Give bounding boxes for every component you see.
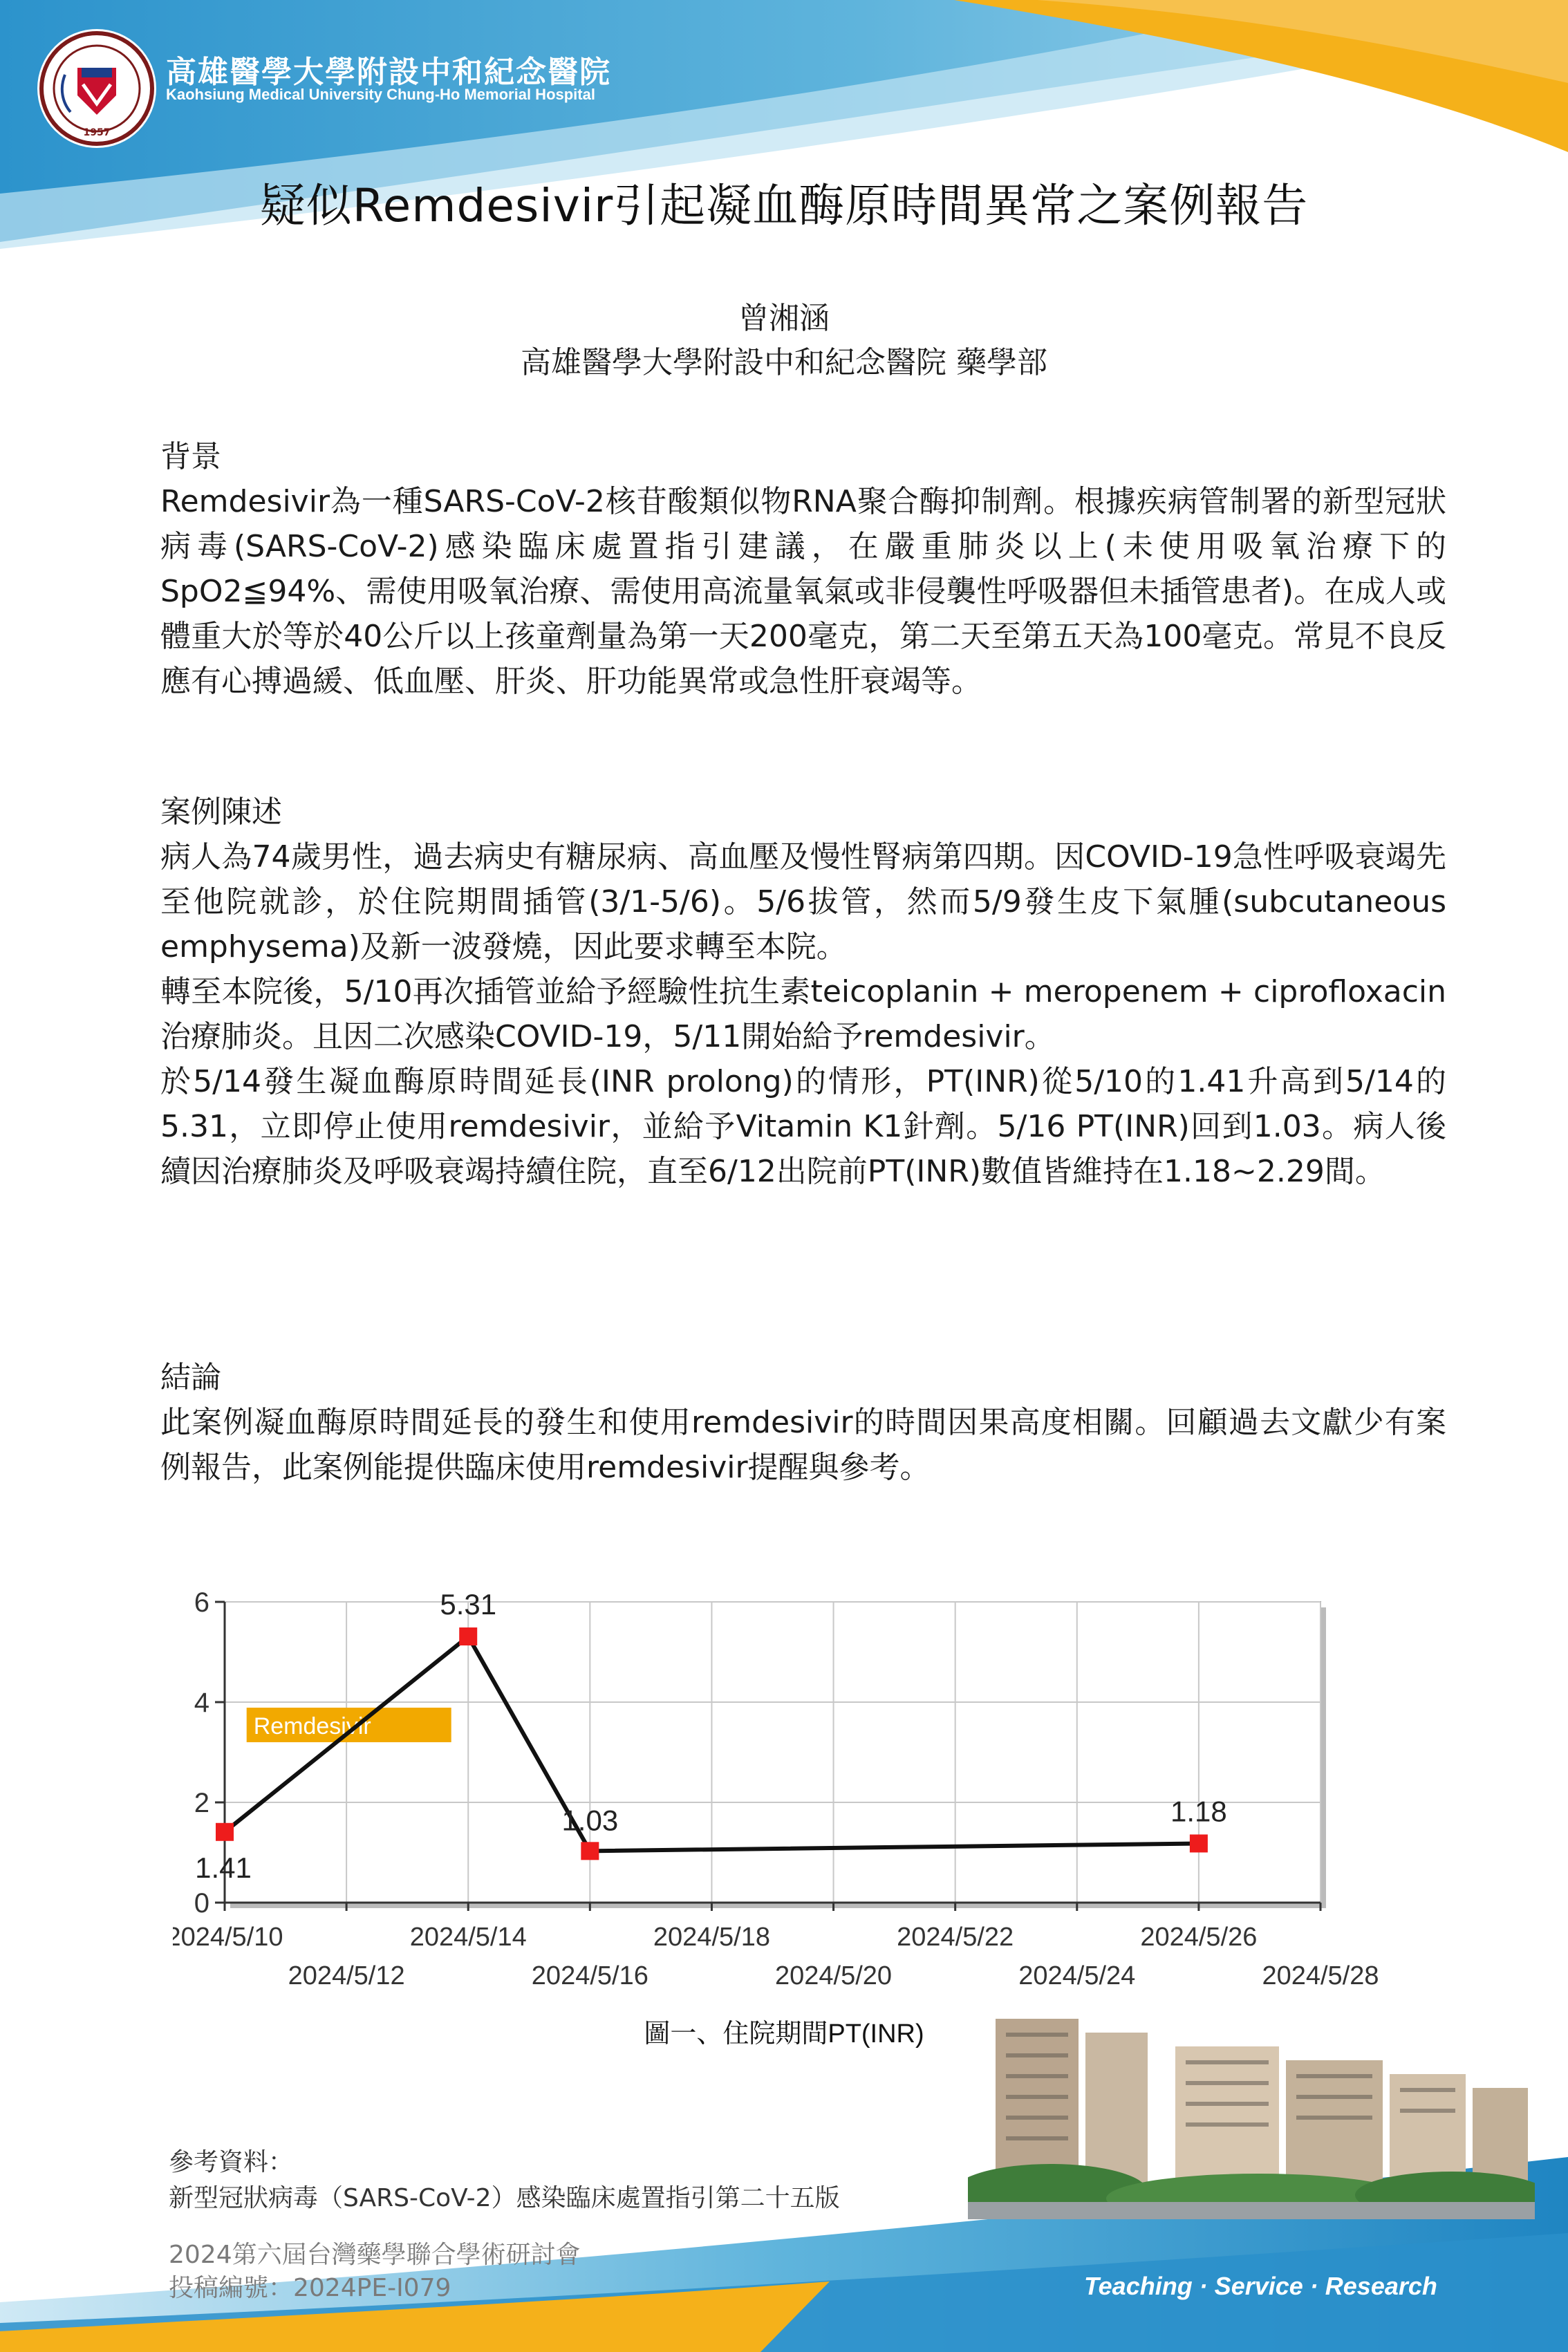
x-tick-label: 2024/5/24 <box>1018 1961 1136 1990</box>
y-tick-label: 2 <box>194 1788 209 1818</box>
x-tick-label: 2024/5/26 <box>1140 1923 1258 1952</box>
x-tick-label: 2024/5/22 <box>897 1923 1014 1952</box>
conference-info <box>169 2239 581 2305</box>
case-section <box>160 790 1446 1194</box>
case-paragraph-2: 轉至本院後，5/10再次插管並給予經驗性抗生素teicoplanin + meropenem + ciprofloxacin治療肺炎。且因二次感染COVID-19，5/11開始給予remdesivir。 <box>160 974 1446 1054</box>
x-tick-label: 2024/5/18 <box>653 1923 770 1952</box>
inr-chart-svg <box>173 1564 1390 2006</box>
data-point <box>216 1823 234 1841</box>
case-paragraph-1: 病人為74歲男性，過去病史有糖尿病、高血壓及慢性腎病第四期。因COVID-19急性呼吸衰竭先至他院就診，於住院期間插管(3/1-5/6)。5/6拔管，然而5/9發生皮下氣腫(subcutaneous emphysema)及新一波發燒，因此要求轉至本院。 <box>160 839 1446 964</box>
background-text: Remdesivir為一種SARS-CoV-2核苷酸類似物RNA聚合酶抑制劑。根據疾病管制署的新型冠狀病毒(SARS-CoV-2)感染臨床處置指引建議，在嚴重肺炎以上(未使用吸氧治療下的SpO2≦94%、需使用吸氧治療、需使用高流量氧氣或非侵襲性呼吸器但未插管患者)。在成人或體重大於等於40公斤以上孩童劑量為第一天200毫克，第二天至第五天為100毫克。常見不良反應有心搏過緩、低血壓、肝炎、肝功能異常或急性肝衰竭等。 <box>160 484 1446 699</box>
x-tick-label: 2024/5/12 <box>288 1961 405 1990</box>
data-label: 5.31 <box>440 1588 497 1621</box>
x-tick-label: 2024/5/10 <box>173 1923 283 1952</box>
data-label: 1.03 <box>561 1804 619 1837</box>
x-tick-label: 2024/5/20 <box>775 1961 893 1990</box>
conference-name: 2024第六屆台灣藥學聯合學術研討會 <box>169 2241 581 2269</box>
hospital-building-image <box>968 2005 1535 2219</box>
hospital-name-zh: 高雄醫學大學附設中和紀念醫院 <box>166 55 611 90</box>
background-heading: 背景 <box>160 439 221 474</box>
hospital-name-en: Kaohsiung Medical University Chung-Ho Memorial Hospital <box>166 86 595 103</box>
poster-title: 疑似Remdesivir引起凝血酶原時間異常之案例報告 <box>259 179 1309 232</box>
x-tick-label: 2024/5/16 <box>531 1961 648 1990</box>
conclusion-text: 此案例凝血酶原時間延長的發生和使用remdesivir的時間因果高度相關。回顧過去文獻少有案例報告，此案例能提供臨床使用remdesivir提醒與參考。 <box>160 1405 1446 1485</box>
y-tick-label: 0 <box>194 1888 209 1919</box>
data-label: 1.18 <box>1170 1795 1227 1828</box>
submission-number: 投稿編號：2024PE-I079 <box>169 2274 451 2302</box>
logo-year: 1957 <box>83 127 111 138</box>
x-tick-label: 2024/5/28 <box>1262 1961 1379 1990</box>
conclusion-heading: 結論 <box>160 1360 221 1395</box>
data-point <box>459 1627 477 1645</box>
y-tick-label: 6 <box>194 1587 209 1618</box>
plot-frame <box>225 1602 1320 1903</box>
inr-chart <box>173 1564 1390 2006</box>
remdesivir-annotation-label: Remdesivir <box>253 1713 371 1739</box>
case-heading: 案例陳述 <box>160 794 282 830</box>
data-label: 1.41 <box>195 1851 252 1884</box>
y-tick-label: 4 <box>194 1688 209 1718</box>
references-heading: 參考資料： <box>169 2148 294 2176</box>
case-paragraph-3: 於5/14發生凝血酶原時間延長(INR prolong)的情形，PT(INR)從5/10的1.41升高到5/14的5.31，立即停止使用remdesivir，並給予Vitamin K1針劑。5/16 PT(INR)回到1.03。病人後續因治療肺炎及呼吸衰竭持續住院，直至6/12出院前PT(INR)數值皆維持在1.18~2.29間。 <box>160 1064 1446 1189</box>
hospital-logo <box>35 26 159 151</box>
reference-item: 新型冠狀病毒（SARS-CoV-2）感染臨床處置指引第二十五版 <box>169 2184 840 2212</box>
author-affiliation: 高雄醫學大學附設中和紀念醫院 藥學部 <box>521 345 1047 380</box>
x-tick-label: 2024/5/14 <box>409 1923 527 1952</box>
references <box>169 2145 840 2216</box>
background-section <box>160 434 1446 704</box>
data-point <box>1190 1834 1208 1852</box>
conclusion-section <box>160 1355 1446 1490</box>
author-name: 曾湘涵 <box>738 301 830 336</box>
data-point <box>581 1842 599 1860</box>
chart-caption: 圖一、住院期間PT(INR) <box>644 2019 924 2048</box>
hospital-motto: Teaching · Service · Research <box>1084 2272 1437 2300</box>
